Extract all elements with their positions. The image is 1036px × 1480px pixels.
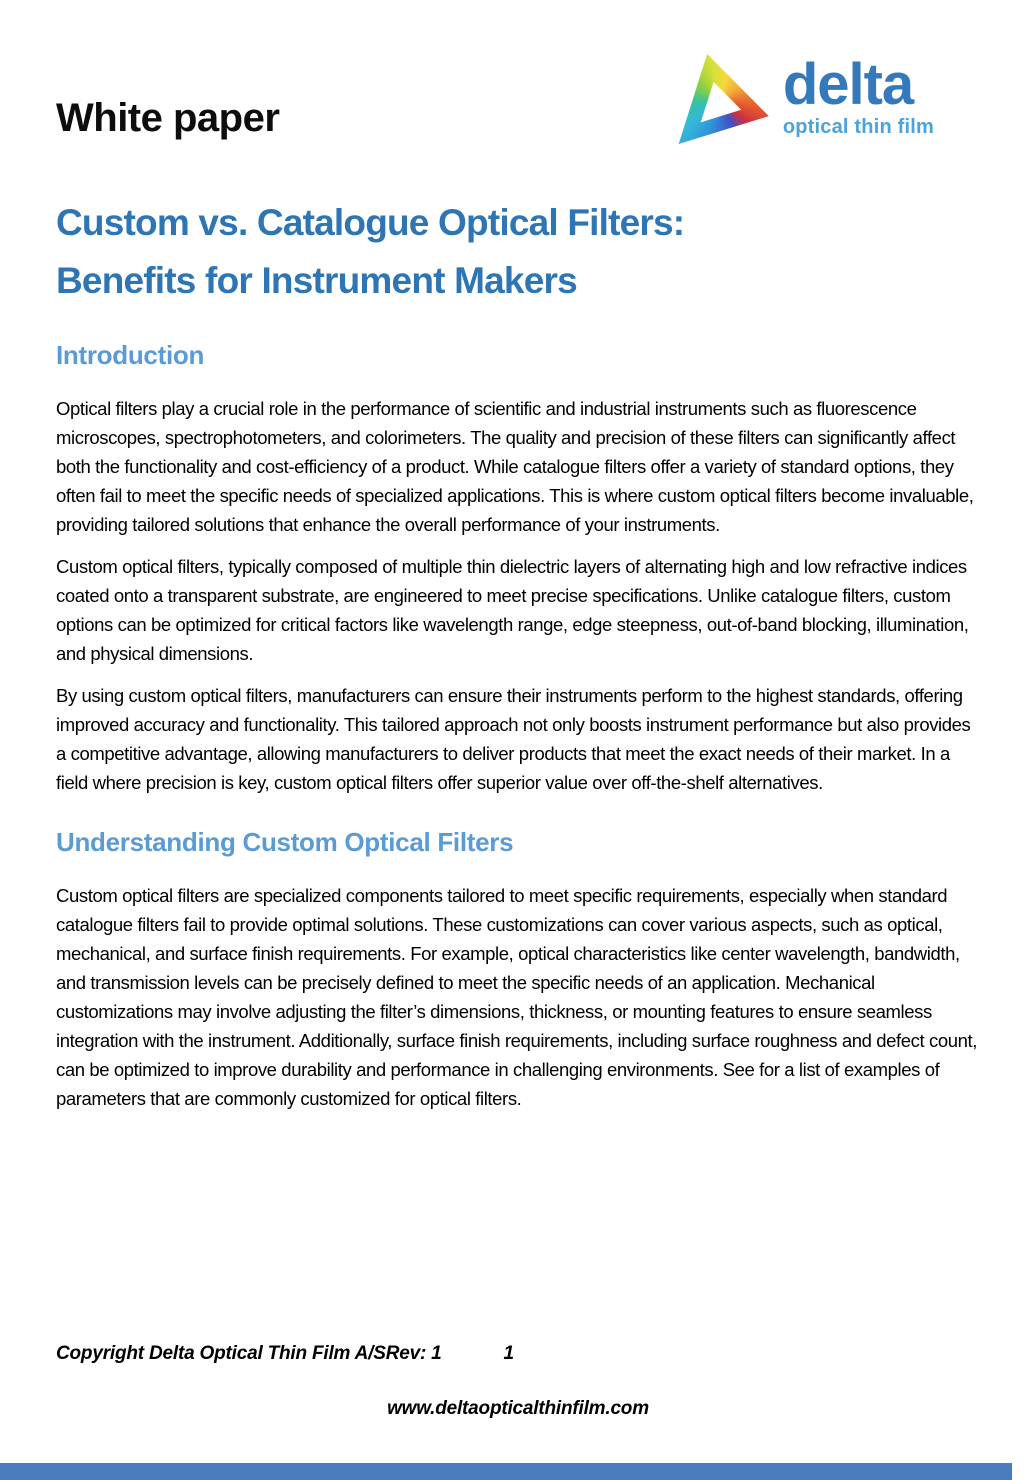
- website-url: www.deltaopticalthinfilm.com: [387, 1398, 649, 1419]
- doc-type-label: White paper: [56, 96, 280, 140]
- section-heading-introduction: Introduction: [56, 340, 205, 370]
- document-title-line2: Benefits for Instrument Makers: [56, 260, 577, 301]
- rainbow-triangle-icon: [677, 54, 769, 144]
- page-footer: [56, 1343, 514, 1365]
- footer-accent-bar: [0, 1463, 1012, 1480]
- intro-paragraph-1: Optical filters play a crucial role in the performance of scientific and industrial instruments such as fluorescence microscopes, spectrophotometers, and colorimeters. The quality and precision of these filters can significantly affect both the functionality and cost-efficiency of a product. While catalogue filters offer a variety of standard options, they often fail to meet the specific needs of specialized applications. This is where custom optical filters become invaluable, providing tailored solutions that enhance the overall performance of your instruments.: [56, 398, 974, 535]
- copyright-text: Copyright Delta Optical Thin Film A/SRev: 1: [56, 1343, 442, 1364]
- intro-paragraph-2: Custom optical filters, typically composed of multiple thin dielectric layers of alternating high and low refractive indices coated onto a transparent substrate, are engineered to meet precise specifications. Unlike catalogue filters, custom options can be optimized for critical factors like wavelength range, edge steepness, out-of-band blocking, illumination, and physical dimensions.: [56, 556, 969, 664]
- logo-tagline-text: optical thin film: [782, 116, 934, 138]
- page-header: [56, 0, 982, 152]
- logo-brand-text: delta: [782, 52, 914, 117]
- document-title-line1: Custom vs. Catalogue Optical Filters:: [56, 202, 685, 243]
- document-title: [56, 194, 982, 310]
- delta-logo: [677, 52, 934, 144]
- understanding-paragraph-1: Custom optical filters are specialized components tailored to meet specific requirements, especially when standard catalogue filters fail to provide optimal solutions. These customizations can cover various aspects, such as optical, mechanical, and surface finish requirements. For example, optical characteristics like center wavelength, bandwidth, and transmission levels can be precisely defined to meet the specific needs of an application. Mechanical customizations may involve adjusting the filter’s dimensions, thickness, or mounting features to ensure seamless integration with the instrument. Additionally, surface finish requirements, including surface roughness and defect count, can be optimized to improve durability and performance in challenging environments. See for a list of examples of parameters that are commonly customized for optical filters.: [56, 885, 977, 1109]
- section-heading-understanding-custom-optical-filters: Understanding Custom Optical Filters: [56, 827, 514, 857]
- triangle-cutout: [677, 54, 769, 144]
- intro-paragraph-3: By using custom optical filters, manufacturers can ensure their instruments perform to the highest standards, offering improved accuracy and functionality. This tailored approach not only boosts instrument performance but also provides a competitive advantage, allowing manufacturers to deliver products that meet the exact needs of their market. In a field where precision is key, custom optical filters offer superior value over off-the-shelf alternatives.: [56, 685, 971, 793]
- page-number: 1: [503, 1343, 514, 1364]
- logo-text-block: [783, 52, 934, 139]
